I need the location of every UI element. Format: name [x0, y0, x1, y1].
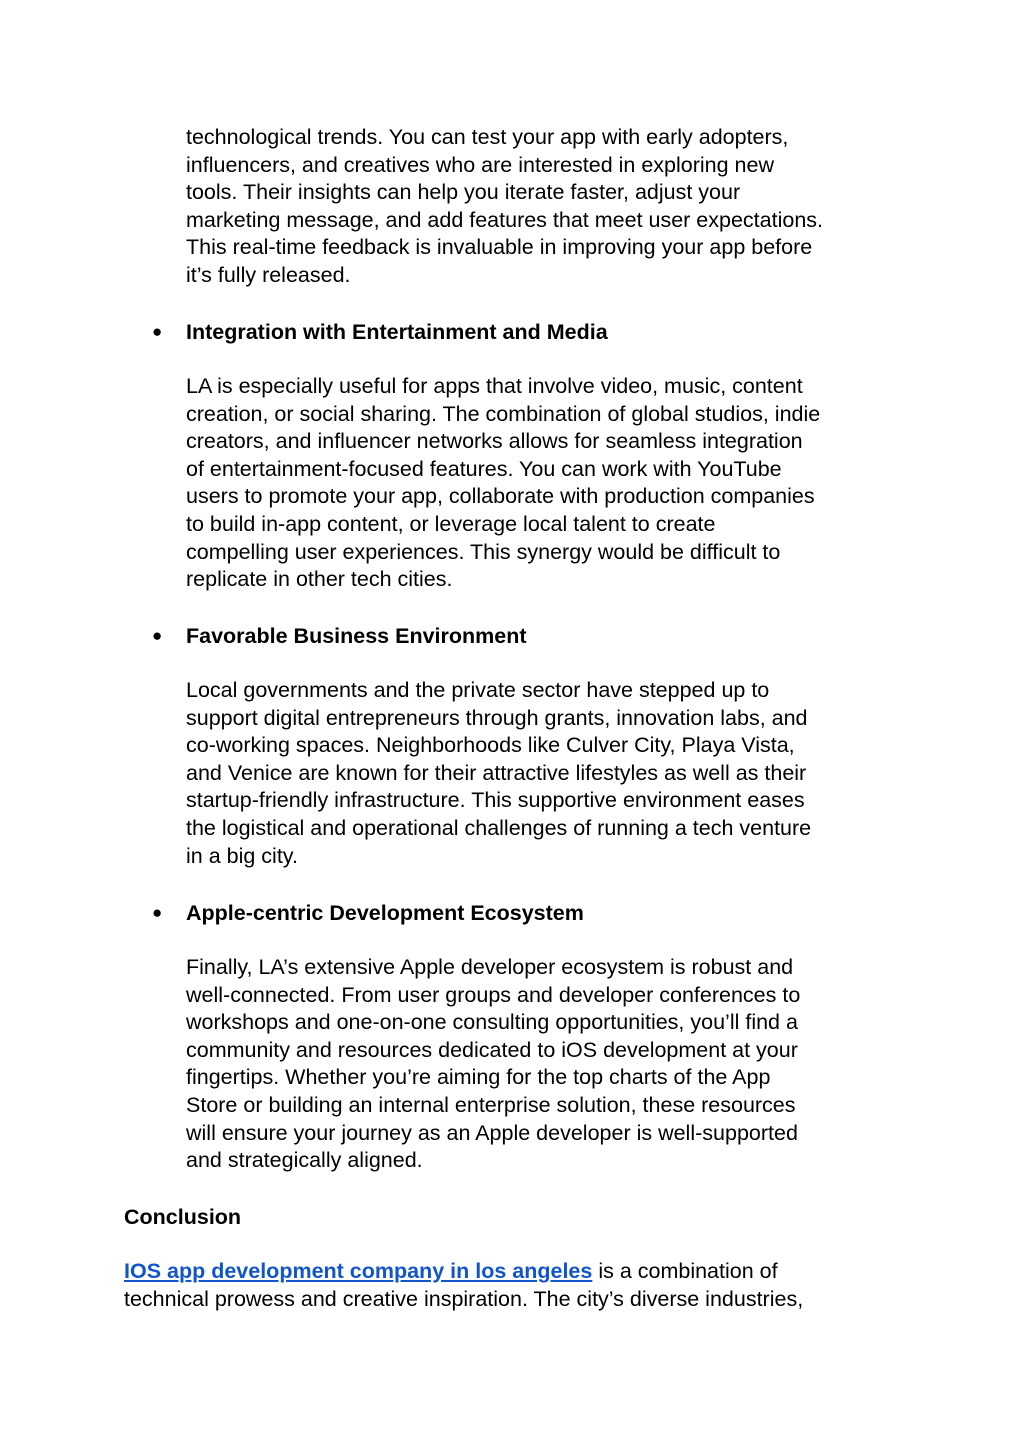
section-paragraph-apple-ecosystem [186, 954, 916, 1175]
paragraph-line: creation, or social sharing. The combination of global studios, indie [186, 401, 821, 426]
paragraph-line: influencers, and creatives who are interested in exploring new [186, 152, 774, 177]
paragraph-line: replicate in other tech cities. [186, 567, 453, 592]
paragraph-line: of entertainment-focused features. You can work with YouTube [186, 456, 782, 481]
paragraph-line [124, 1258, 904, 1286]
bullet-icon: ● [152, 626, 163, 645]
paragraph-line: workshops and one-on-one consulting opportunities, you’ll find a [186, 1010, 798, 1035]
paragraph-line: the logistical and operational challenges of running a tech venture [186, 815, 812, 840]
paragraph-line: This real-time feedback is invaluable in improving your app before [186, 235, 813, 260]
paragraph-line: technological trends. You can test your app with early adopters, [186, 125, 789, 149]
bullet-icon: ● [152, 322, 163, 341]
paragraph-line: creators, and influencer networks allows for seamless integration [186, 429, 803, 454]
paragraph-line: technical prowess and creative inspiration. The city’s diverse industries, [124, 1286, 804, 1311]
section-paragraph-entertainment [186, 373, 916, 594]
paragraph-line: Store or building an internal enterprise solution, these resources [186, 1092, 796, 1117]
paragraph-line: users to promote your app, collaborate with production companies [186, 484, 815, 509]
section-heading: Favorable Business Environment [186, 624, 527, 648]
paragraph-line: startup-friendly infrastructure. This supportive environment eases [186, 788, 805, 813]
paragraph-line: marketing message, and add features that meet user expectations. [186, 207, 824, 232]
paragraph-line: community and resources dedicated to iOS development at your [186, 1037, 798, 1062]
paragraph-line: well-connected. From user groups and developer conferences to [186, 982, 801, 1007]
paragraph-line: Local governments and the private sector have stepped up to [186, 678, 770, 702]
paragraph-line: and Venice are known for their attractive lifestyles as well as their [186, 760, 807, 785]
bullet-item-entertainment [152, 318, 912, 346]
bullet-icon: ● [152, 903, 163, 922]
paragraph-line: will ensure your journey as an Apple developer is well-supported [186, 1120, 798, 1145]
bullet-item-business-environment [152, 622, 912, 650]
paragraph-line: LA is especially useful for apps that involve video, music, content [186, 374, 803, 398]
paragraph-line: compelling user experiences. This synergy would be difficult to [186, 539, 781, 564]
section-heading: Apple-centric Development Ecosystem [186, 901, 584, 925]
intro-paragraph [186, 124, 916, 290]
paragraph-line: it’s fully released. [186, 262, 351, 287]
paragraph-line: co-working spaces. Neighborhoods like Culver City, Playa Vista, [186, 733, 795, 758]
paragraph-text: is a combination of [592, 1259, 778, 1283]
section-paragraph-business-environment [186, 677, 916, 870]
paragraph-line: support digital entrepreneurs through grants, innovation labs, and [186, 705, 808, 730]
paragraph-line: and strategically aligned. [186, 1148, 423, 1173]
conclusion-paragraph [124, 1258, 904, 1313]
conclusion-heading: Conclusion [124, 1205, 242, 1229]
paragraph-line: to build in-app content, or leverage local talent to create [186, 511, 716, 536]
paragraph-line: fingertips. Whether you’re aiming for the top charts of the App [186, 1065, 771, 1090]
paragraph-line: Finally, LA’s extensive Apple developer ecosystem is robust and [186, 955, 794, 979]
section-heading: Integration with Entertainment and Media [186, 320, 608, 344]
bullet-item-apple-ecosystem [152, 899, 912, 927]
paragraph-line: in a big city. [186, 843, 298, 868]
ios-company-link[interactable]: IOS app development company in los angeles [124, 1259, 593, 1283]
paragraph-line: tools. Their insights can help you iterate faster, adjust your [186, 180, 741, 205]
